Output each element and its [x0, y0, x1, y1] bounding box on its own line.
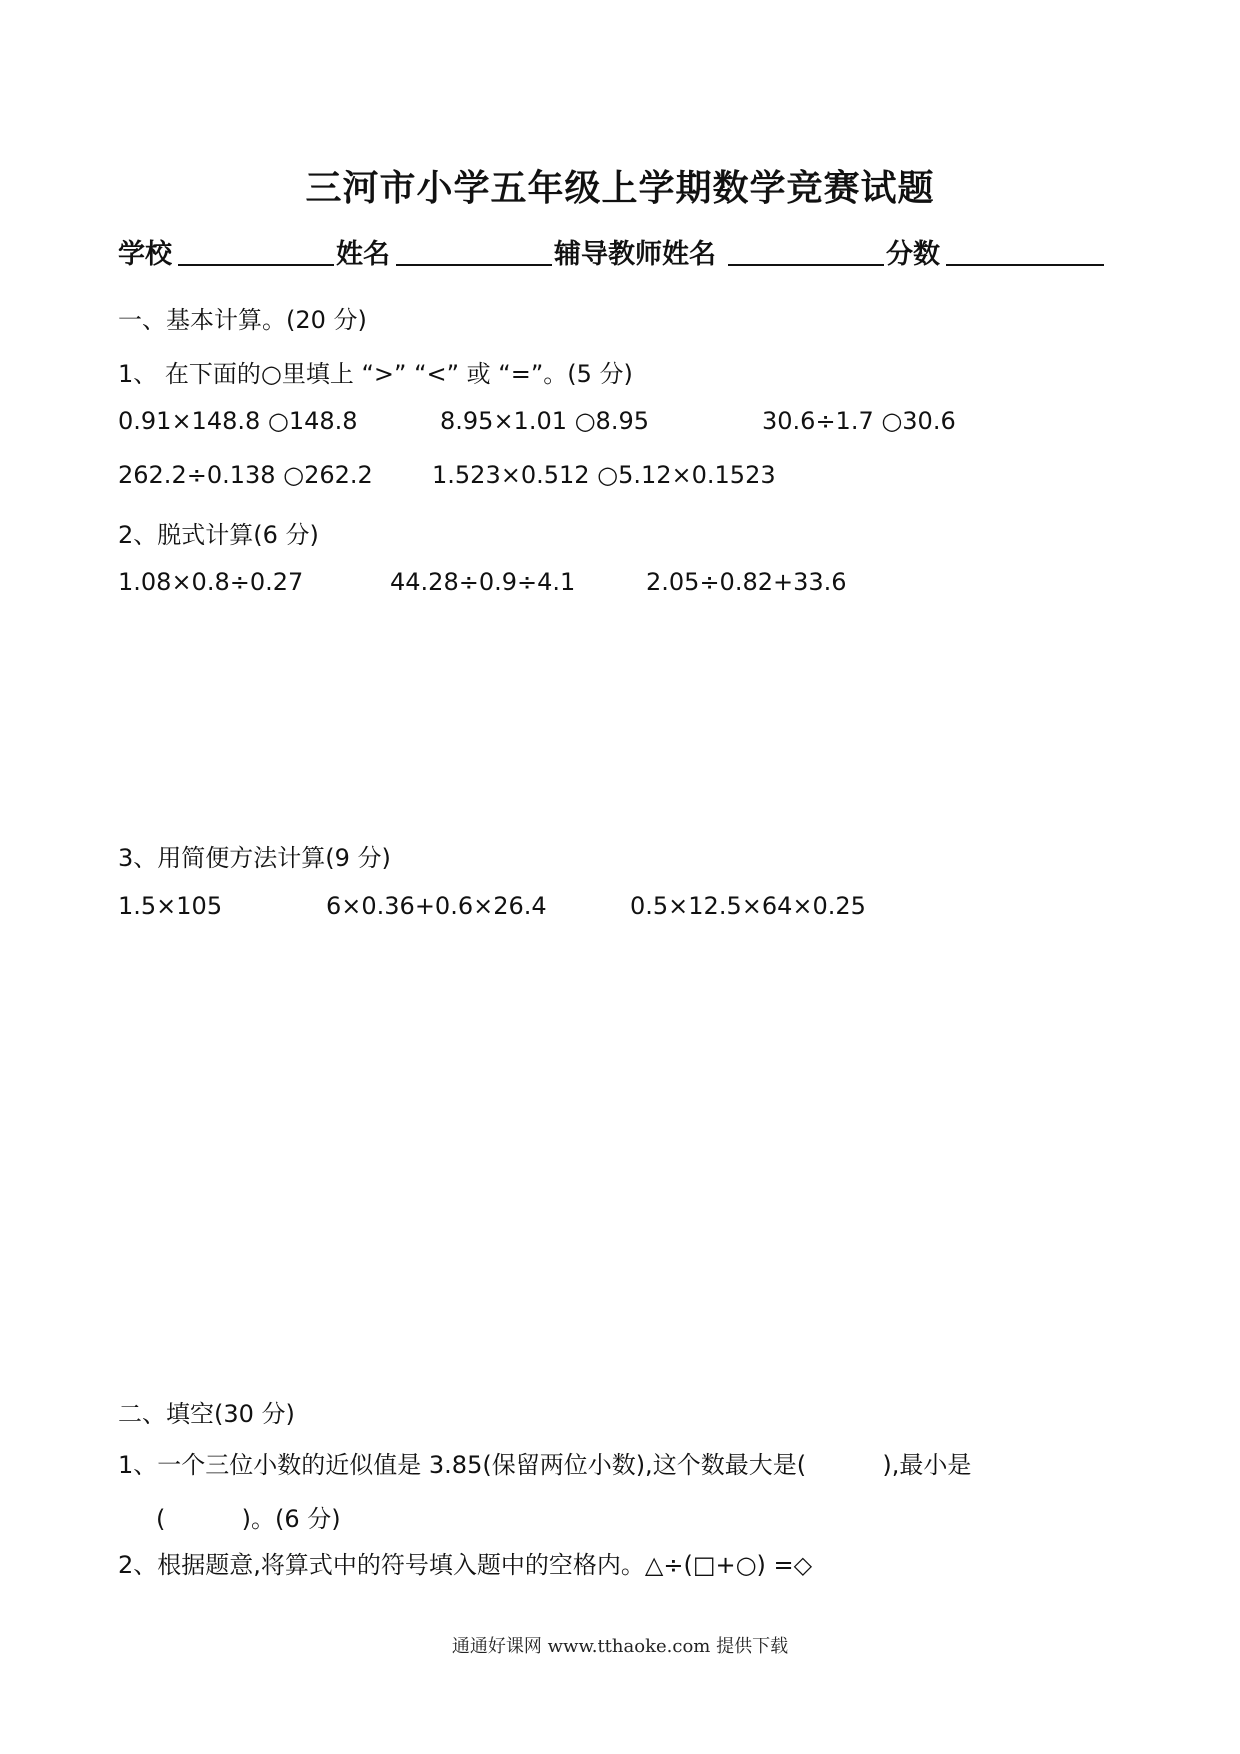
name-label: 姓名 [336, 239, 390, 270]
school-blank [178, 230, 334, 266]
simplify-item: 1.5×105 [118, 892, 223, 920]
page-title: 三河市小学五年级上学期数学竞赛试题 [305, 168, 935, 209]
calc-item: 1.08×0.8÷0.27 [118, 568, 304, 596]
teacher-label: 辅导教师姓名 [554, 239, 716, 270]
compare-item: 30.6÷1.7 ○30.6 [762, 407, 956, 435]
q1-label: 1、 在下面的○里填上 “>” “<” 或 “=”。(5 分) [118, 360, 633, 388]
section2-heading: 二、填空(30 分) [118, 1400, 295, 1428]
calc-item: 2.05÷0.82+33.6 [646, 568, 847, 596]
compare-item: 1.523×0.512 ○5.12×0.1523 [432, 461, 776, 489]
score-label: 分数 [886, 239, 940, 270]
fill-q1-line2: ( )。(6 分) [156, 1505, 341, 1533]
calc-item: 44.28÷0.9÷4.1 [390, 568, 576, 596]
fill-q1-line1: 1、一个三位小数的近似值是 3.85(保留两位小数),这个数最大是( ),最小是 [118, 1451, 972, 1479]
q2-label: 2、脱式计算(6 分) [118, 521, 319, 549]
teacher-blank [728, 230, 884, 266]
compare-item: 8.95×1.01 ○8.95 [440, 407, 649, 435]
name-blank [396, 230, 552, 266]
simplify-item: 6×0.36+0.6×26.4 [326, 892, 547, 920]
section1-heading: 一、基本计算。(20 分) [118, 306, 367, 334]
footer-source: 通通好课网 www.tthaoke.com 提供下载 [451, 1636, 789, 1657]
q3-label: 3、用简便方法计算(9 分) [118, 844, 391, 872]
fill-q2: 2、根据题意,将算式中的符号填入题中的空格内。△÷(□+○) =◇ [118, 1551, 813, 1579]
school-label: 学校 [118, 239, 172, 270]
score-blank [946, 230, 1104, 266]
compare-item: 262.2÷0.138 ○262.2 [118, 461, 373, 489]
simplify-item: 0.5×12.5×64×0.25 [630, 892, 866, 920]
compare-item: 0.91×148.8 ○148.8 [118, 407, 358, 435]
